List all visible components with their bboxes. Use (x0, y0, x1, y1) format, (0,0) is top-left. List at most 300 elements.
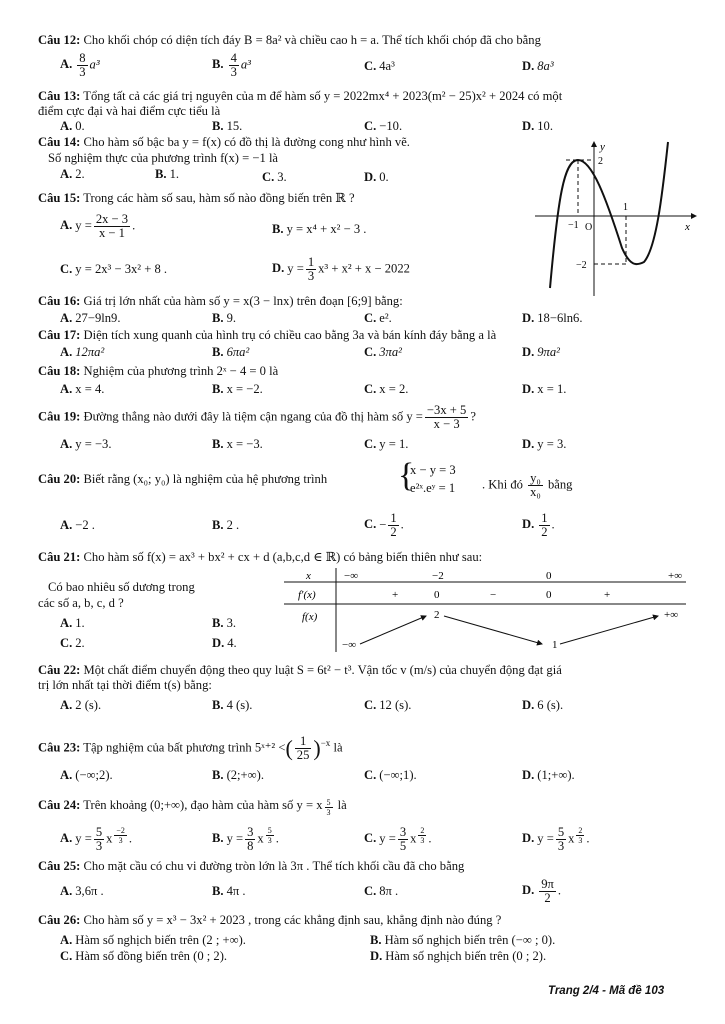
option-b[interactable] (212, 768, 264, 782)
option-b[interactable] (212, 518, 239, 532)
question-text: Trong các hàm số sau, hàm số nào đồng biến trên ℝ ? (83, 191, 355, 205)
question-12 (38, 33, 541, 47)
option-letter: D. (522, 59, 535, 73)
option-value: Hàm số nghịch biến trên (−∞ ; 0). (384, 933, 556, 947)
denominator: 3 (230, 65, 237, 79)
option-b[interactable] (212, 345, 249, 359)
question-14 (38, 135, 410, 149)
option-value: y = 2x³ − 3x² + 8 . (75, 262, 168, 276)
option-d[interactable] (522, 878, 561, 905)
option-value: y = 3. (537, 437, 567, 451)
denominator: 2 (390, 525, 397, 539)
option-letter: D. (212, 636, 225, 650)
option-letter: C. (364, 884, 377, 898)
option-b[interactable] (212, 437, 263, 451)
option-value: 10. (537, 119, 553, 133)
option-a[interactable] (60, 345, 104, 359)
denominator: 3 (267, 836, 272, 845)
numerator: 5 (557, 825, 565, 839)
numerator: 8 (79, 51, 86, 65)
base: x (106, 831, 113, 846)
option-suffix: . (275, 831, 279, 846)
option-suffix: . (400, 517, 404, 532)
option-letter: B. (212, 437, 224, 451)
option-letter: C. (364, 698, 377, 712)
extremum-value: 1 (552, 639, 558, 651)
x-value: +∞ (668, 570, 683, 582)
option-value: 6πa² (226, 345, 250, 359)
option-value: (2;+∞). (226, 768, 264, 782)
option-letter: B. (212, 616, 224, 630)
option-suffix: . (586, 831, 590, 846)
option-value: 1. (75, 616, 85, 630)
left-paren: ( (285, 735, 293, 761)
question-text-cont: điểm cực đại và hai điểm cực tiểu là (38, 104, 221, 118)
option-letter: C. (60, 949, 73, 963)
option-value: (−∞;1). (379, 768, 417, 782)
option-letter: B. (212, 831, 224, 846)
option-a[interactable] (60, 119, 85, 133)
option-letter: B. (212, 345, 224, 359)
option-a[interactable] (60, 933, 246, 947)
option-letter: B. (212, 768, 224, 782)
denominator: x − 3 (433, 417, 460, 431)
question-label: Câu 26: (38, 913, 81, 927)
denominator: 3 (420, 836, 425, 845)
fraction (539, 512, 549, 539)
option-value: e². (379, 311, 392, 325)
option-d[interactable] (370, 949, 546, 963)
fraction (245, 826, 255, 853)
option-d[interactable] (212, 636, 237, 650)
exponent-fraction (266, 826, 274, 845)
option-d[interactable] (522, 768, 575, 782)
option-a[interactable] (60, 311, 120, 325)
option-letter: D. (364, 170, 377, 184)
option-letter: C. (364, 311, 377, 325)
option-suffix: . (128, 831, 133, 846)
option-a[interactable] (60, 52, 100, 79)
option-letter: D. (522, 437, 535, 451)
option-value: −10. (379, 119, 403, 133)
option-c[interactable] (262, 170, 287, 184)
text-segment: là (337, 798, 347, 812)
option-b[interactable] (370, 933, 555, 947)
row-header-x: x (306, 570, 311, 582)
question-label: Câu 13: (38, 89, 81, 103)
option-value: 3. (226, 616, 237, 630)
option-letter: B. (212, 698, 224, 712)
question-text: Đường thẳng nào dưới đây là tiệm cận ngang của đồ thị hàm số (83, 409, 404, 424)
option-d[interactable] (522, 382, 566, 396)
option-value: 1. (169, 167, 180, 181)
option-value: 12πa² (75, 345, 105, 359)
denominator: 3 (79, 65, 86, 79)
sign: − (490, 589, 497, 601)
numerator: 5 (267, 826, 272, 835)
option-value: x = 4. (75, 382, 105, 396)
option-value: (1;+∞). (537, 768, 575, 782)
fraction (77, 52, 87, 79)
question-label: Câu 23: (38, 740, 81, 755)
question-text: Cho hàm số bậc ba y = f(x) có đồ thị là đường cong như hình vẽ. (83, 135, 410, 149)
text-segment: là (333, 740, 343, 755)
option-value: 8π . (379, 884, 399, 898)
option-b[interactable] (212, 826, 279, 853)
fraction (295, 735, 312, 762)
cubic-graph (530, 138, 700, 300)
option-letter: C. (364, 382, 377, 396)
option-c[interactable] (364, 382, 408, 396)
option-value: 4 (s). (226, 698, 253, 712)
option-letter: A. (60, 768, 73, 782)
option-c[interactable] (364, 884, 398, 898)
option-suffix: x³ + x² + x − 2022 (318, 261, 410, 276)
base: x (257, 831, 264, 846)
option-letter: B. (370, 933, 382, 947)
question-22 (38, 663, 562, 677)
variation-table (284, 568, 686, 652)
arrow-increase (560, 616, 658, 644)
option-value: y = 1. (379, 437, 409, 451)
option-letter: D. (522, 768, 535, 782)
option-c[interactable] (364, 119, 402, 133)
option-value: 15. (226, 119, 243, 133)
option-c[interactable] (364, 826, 432, 853)
option-letter: A. (60, 311, 73, 325)
option-b[interactable] (212, 119, 242, 133)
option-prefix: y = (287, 261, 304, 276)
base: x (568, 831, 575, 846)
question-label: Câu 14: (38, 135, 81, 149)
function: y = x (296, 798, 323, 812)
numerator: 3 (399, 825, 407, 839)
option-letter: D. (522, 311, 535, 325)
option-prefix: y = (226, 831, 244, 846)
option-letter: B. (212, 311, 224, 325)
option-d[interactable] (272, 256, 410, 283)
option-letter: A. (60, 382, 73, 396)
option-letter: A. (60, 345, 73, 359)
limit-value: −∞ (342, 639, 357, 651)
option-letter: A. (60, 218, 73, 233)
option-letter: C. (364, 768, 377, 782)
option-b[interactable] (212, 382, 263, 396)
option-letter: C. (60, 262, 73, 276)
option-b[interactable] (212, 52, 251, 79)
option-letter: C. (364, 345, 377, 359)
option-letter: A. (60, 119, 73, 133)
option-letter: A. (60, 933, 73, 947)
question-text-cont: Số nghiệm thực của phương trình f(x) = −1 là (48, 151, 279, 165)
question-23 (38, 735, 343, 762)
option-value: a³ (89, 57, 100, 72)
sign: + (604, 589, 611, 601)
fraction (94, 213, 130, 240)
option-d[interactable] (522, 311, 582, 325)
exponent-fraction (325, 798, 333, 817)
option-value: 18−6ln6. (537, 311, 583, 325)
numerator: 5 (95, 825, 103, 839)
question-label: Câu 17: (38, 328, 81, 342)
question-26 (38, 913, 501, 927)
option-letter: C. (60, 636, 73, 650)
option-value: −2 . (75, 518, 95, 532)
fraction (388, 512, 398, 539)
question-text-cont: các số a, b, c, d ? (38, 596, 124, 610)
denominator: 2 (544, 891, 551, 905)
exponent: −x (320, 738, 331, 749)
sign: + (392, 589, 399, 601)
option-letter: B. (272, 222, 284, 236)
question-13 (38, 89, 562, 103)
question-17 (38, 328, 496, 342)
numerator: 1 (307, 255, 315, 269)
option-b[interactable] (212, 311, 236, 325)
option-b[interactable] (272, 222, 366, 236)
question-19 (38, 404, 476, 431)
option-a[interactable] (60, 616, 85, 630)
y-label: y (600, 141, 605, 153)
denominator: 3 (578, 836, 583, 845)
option-a[interactable] (60, 382, 104, 396)
numerator: −2 (116, 826, 125, 835)
option-value: 4. (227, 636, 237, 650)
numerator: 3 (247, 825, 254, 839)
option-c[interactable] (364, 698, 411, 712)
question-text-cont (482, 472, 572, 499)
system-brace: { (398, 457, 415, 494)
option-letter: A. (60, 831, 73, 846)
option-a[interactable] (60, 884, 104, 898)
denominator: 3 (557, 839, 565, 853)
option-d[interactable] (522, 826, 590, 853)
option-d[interactable] (522, 512, 555, 539)
option-letter: B. (212, 57, 224, 72)
option-value: Hàm số nghịch biến trên (2 ; +∞). (75, 933, 246, 947)
option-prefix: − (379, 517, 387, 532)
question-text: Một chất điểm chuyển động theo quy luật S = 6t² − t³. Vận tốc v (m/s) của chuyển động đạt giá (83, 663, 562, 677)
question-label: Câu 20: (38, 472, 81, 486)
option-a[interactable] (60, 826, 132, 853)
system-equation-2: e²ˣ.eʸ = 1 (410, 481, 456, 495)
option-letter: C. (262, 170, 275, 184)
question-label: Câu 16: (38, 294, 81, 308)
numerator: −3x + 5 (426, 403, 467, 417)
option-value: 2 . (226, 518, 240, 532)
option-value: x = 1. (537, 382, 567, 396)
option-c[interactable] (364, 512, 404, 539)
question-text: Giá trị lớn nhất của hàm số y = x(3 − lnx) trên đoạn [6;9] bằng: (83, 294, 403, 308)
function-prefix: y = (406, 409, 423, 424)
denominator: 5 (399, 839, 407, 853)
option-c[interactable] (364, 59, 395, 73)
exponent-fraction (114, 826, 127, 845)
exponent-fraction (576, 826, 584, 845)
option-value: 4a³ (379, 59, 395, 73)
option-value: 0. (75, 119, 85, 133)
option-c[interactable] (364, 437, 408, 451)
denominator: 2 (541, 525, 548, 539)
option-prefix: y = (75, 831, 92, 846)
question-20 (38, 472, 327, 486)
option-c[interactable] (60, 636, 85, 650)
question-18 (38, 364, 278, 378)
option-a[interactable] (60, 167, 85, 181)
option-d[interactable] (522, 119, 553, 133)
numerator: 1 (541, 511, 548, 525)
option-letter: C. (364, 831, 377, 846)
option-letter: D. (522, 345, 535, 359)
option-suffix: . (551, 517, 555, 532)
option-a[interactable] (60, 437, 112, 451)
denominator: x − 1 (98, 226, 125, 240)
option-d[interactable] (364, 170, 389, 184)
option-value: 9. (226, 311, 237, 325)
question-text: Cho hàm số y = x³ − 3x² + 2023 , trong các khẳng định sau, khẳng định nào đúng ? (83, 913, 502, 927)
option-d[interactable] (522, 698, 563, 712)
option-letter: C. (364, 437, 377, 451)
zero: 0 (434, 589, 440, 601)
option-value: 8a³ (537, 59, 554, 73)
option-value: 2 (s). (75, 698, 102, 712)
tick-label-1: 1 (623, 202, 628, 213)
option-c[interactable] (60, 262, 167, 276)
option-value: 2. (75, 167, 85, 181)
question-text: Cho hàm số f(x) = ax³ + bx² + cx + d (a,b,c,d ∈ ℝ) có bảng biến thiên như sau: (83, 550, 483, 564)
page-footer: Trang 2/4 - Mã đề 103 (548, 985, 665, 997)
question-16 (38, 294, 403, 308)
fraction (556, 826, 566, 853)
text-segment: . Khi đó (482, 477, 523, 492)
question-text: Nghiệm của phương trình 2ˣ − 4 = 0 là (83, 364, 279, 378)
option-suffix: . (428, 831, 432, 846)
question-text-cont: Có bao nhiêu số dương trong (48, 580, 195, 594)
question-label: Câu 24: (38, 798, 81, 812)
option-d[interactable] (522, 345, 560, 359)
question-24 (38, 798, 347, 817)
option-c[interactable] (364, 345, 402, 359)
option-prefix: y = (537, 831, 554, 846)
option-letter: B. (212, 518, 224, 532)
origin-label: O (585, 222, 593, 233)
question-21 (38, 550, 482, 564)
question-text: Cho mặt cầu có chu vi đường tròn lớn là 3π . Thể tích khối cầu đã cho bằng (83, 859, 465, 873)
row-header-f: f(x) (302, 611, 318, 623)
question-15 (38, 191, 355, 205)
option-prefix: y = (379, 831, 396, 846)
denominator: 3 (326, 808, 331, 817)
option-suffix: . (132, 218, 136, 233)
option-b[interactable] (212, 616, 236, 630)
numerator: y₀ (530, 471, 541, 485)
option-letter: A. (60, 167, 73, 181)
denominator: 25 (296, 748, 310, 762)
question-label: Câu 22: (38, 663, 81, 677)
option-letter: D. (522, 698, 535, 712)
option-value: 2. (75, 636, 85, 650)
x-label: x (685, 221, 690, 233)
fraction (306, 256, 316, 283)
option-letter: A. (60, 698, 73, 712)
question-label: Câu 21: (38, 550, 81, 564)
option-b[interactable] (212, 884, 246, 898)
option-letter: D. (522, 831, 535, 846)
option-value: x = 2. (379, 382, 409, 396)
question-label: Câu 18: (38, 364, 81, 378)
right-paren: ) (313, 735, 321, 761)
question-text: Biết rằng (x₀; y₀) là nghiệm của hệ phương trình (83, 472, 328, 486)
option-suffix: . (557, 883, 562, 898)
tick-label-neg1: −1 (568, 220, 579, 231)
question-text-cont: trị lớn nhất tại thời điểm t(s) bằng: (38, 678, 212, 692)
option-c[interactable] (60, 949, 227, 963)
question-text: Diện tích xung quanh của hình trụ có chiều cao bằng 3a và bán kính đáy bằng a là (83, 328, 497, 342)
option-letter: B. (212, 119, 224, 133)
option-a[interactable] (60, 768, 113, 782)
denominator: 8 (247, 839, 254, 853)
option-letter: C. (364, 59, 377, 73)
option-letter: B. (155, 167, 167, 181)
option-a[interactable] (60, 698, 101, 712)
option-letter: D. (522, 119, 535, 133)
option-value: 9πa² (537, 345, 560, 359)
option-c[interactable] (364, 768, 417, 782)
x-value: −2 (432, 570, 444, 582)
fraction (94, 826, 104, 853)
option-b[interactable] (155, 167, 179, 181)
x-value: 0 (546, 570, 552, 582)
x-value: −∞ (344, 570, 359, 582)
question-label: Câu 12: (38, 33, 81, 47)
option-letter: C. (364, 517, 377, 532)
numerator: 1 (295, 735, 312, 749)
denominator: x₀ (530, 485, 541, 499)
question-label: Câu 15: (38, 191, 81, 205)
tick-label-2: 2 (598, 156, 603, 167)
option-value: x = −2. (226, 382, 263, 396)
option-c[interactable] (364, 311, 392, 325)
arrow-increase (360, 616, 426, 644)
option-letter: A. (60, 616, 73, 630)
option-value: y = x⁴ + x² − 3 . (286, 222, 367, 236)
arrow-decrease (444, 616, 542, 644)
system-equation-1: x − y = 3 (410, 463, 456, 477)
numerator: 2 (420, 826, 425, 835)
numerator: 5 (326, 798, 331, 807)
fraction (398, 826, 408, 853)
option-value: 3πa² (379, 345, 402, 359)
option-value: a³ (240, 57, 251, 72)
option-b[interactable] (212, 698, 252, 712)
function-suffix: ? (470, 409, 476, 424)
option-letter: A. (60, 437, 73, 451)
option-letter: B. (212, 382, 224, 396)
option-value: 3,6π . (75, 884, 104, 898)
question-25 (38, 859, 464, 873)
option-a[interactable] (60, 518, 95, 532)
option-d[interactable] (522, 437, 566, 451)
option-d[interactable] (522, 59, 554, 73)
curve (550, 142, 668, 288)
text-segment: bằng (547, 477, 573, 492)
option-value: Hàm số nghịch biến trên (0 ; 2). (385, 949, 547, 963)
question-text: Tập nghiệm của bất phương trình (83, 740, 252, 755)
option-value: 3. (277, 170, 287, 184)
option-value: 6 (s). (537, 698, 564, 712)
option-a[interactable] (60, 213, 135, 240)
option-letter: A. (60, 518, 73, 532)
